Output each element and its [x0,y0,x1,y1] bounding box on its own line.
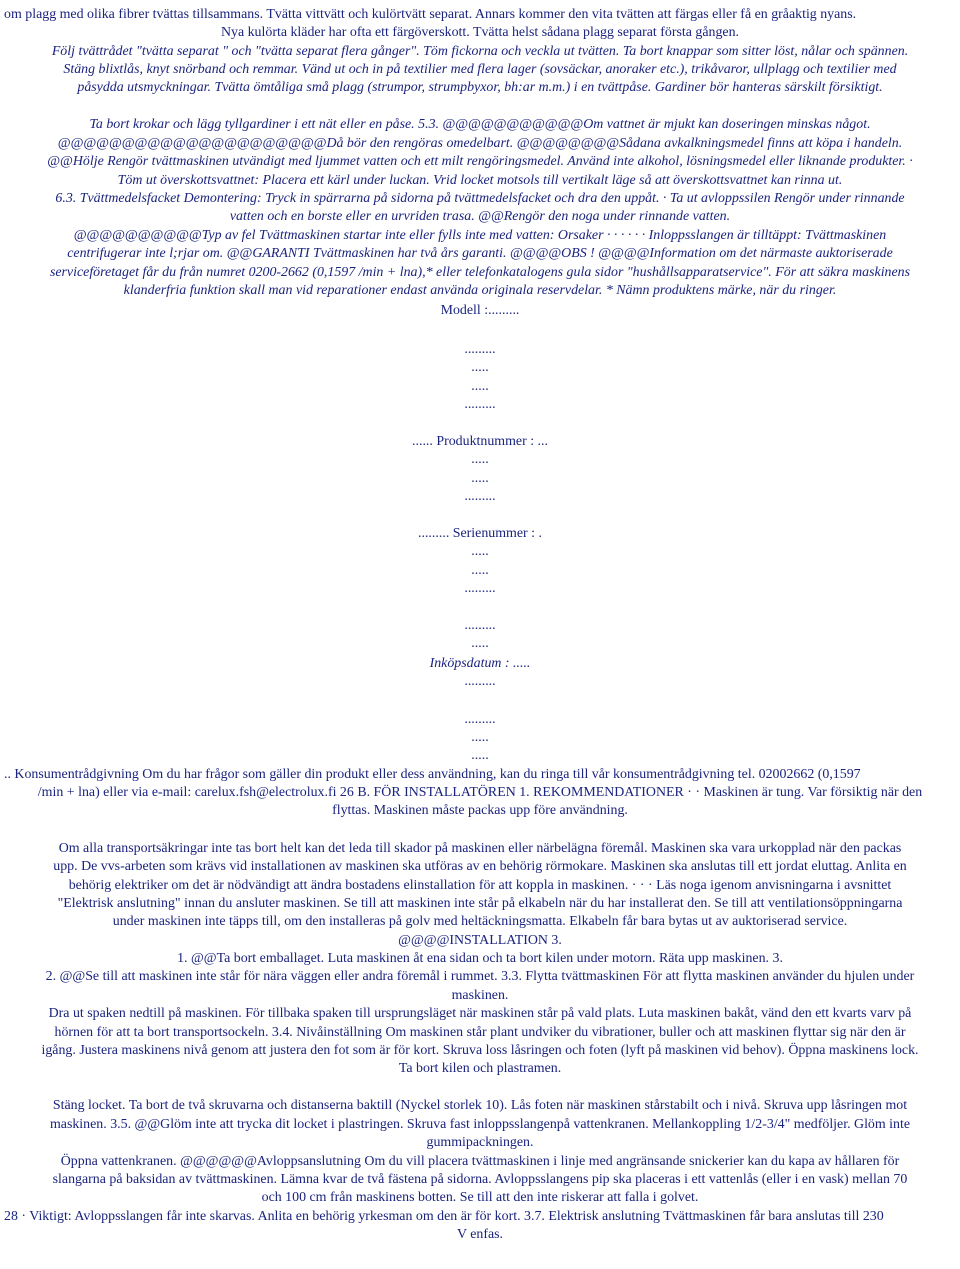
text-line: /min + lna) eller via e-mail: carelux.fsh@electrolux.fi 26 B. FÖR INSTALLATÖREN 1. REKOMMENDATIONER · · Maskinen är tung. Var försiktig när den [37,785,923,800]
text-line: Inköpsdatum : ..... [429,656,531,671]
text-line: Dra ut spaken nedtill på maskinen. För tillbaka spaken till ursprungsläget när maskinen står på vald plats. Luta maskinen bakåt, vänd den ett kvarts varv på [48,1006,912,1021]
text-line: ..... [471,379,489,394]
text-line: gummipackningen. [426,1135,534,1150]
text-line: igång. Justera maskinens nivå genom att justera den fot som är för kort. Skruva loss låsringen och foten (lyft på maskinen vid behov). Öppna maskinens lock. [41,1043,919,1058]
text-line: Följ tvättrådet "tvätta separat " och "tvätta separat flera gånger". Töm fickorna och veckla ut tvätten. Ta bort knappar som sitter löst, nålar och spännen. [51,44,909,59]
text-line: 2. @@Se till att maskinen inte står för nära väggen eller andra föremål i rummet. 3.3. Flytta tvättmaskinen För att flytta maskinen använder du hjulen under [45,969,915,984]
text-line: slangarna på baksidan av tvättmaskinen. Lämna kvar de två fästena på sidorna. Avloppsslangens pip ska placeras i ett vattenlås (eller i en vask) mellan 70 [52,1172,908,1187]
text-line: @@Hölje Rengör tvättmaskinen utvändigt med ljummet vatten och ett milt rengöringsmedel. Använd inte alkohol, lösningsmedel eller liknande produkter. · [47,154,913,169]
text-line: ..... [471,471,489,486]
text-line: ......... [464,581,496,596]
text-line: ..... [471,544,489,559]
text-line: ......... [464,489,496,504]
text-line: ..... [471,748,489,763]
text-line: 1. @@Ta bort emballaget. Luta maskinen åt ena sidan och ta bort kilen under motorn. Räta upp maskinen. 3. [177,951,783,966]
text-line: serviceföretaget får du från numret 0200-2662 (0,1597 /min + lna),* eller telefonkatalogens gula sidor "hushållsapparatservice". För att säkra maskinens [49,265,911,280]
text-line: ......... [464,342,496,357]
text-line: vatten och en borste eller en urvriden trasa. @@Rengör den noga under rinnande vatten. [229,209,731,224]
text-line: ......... [464,674,496,689]
text-line: maskinen. 3.5. @@Glöm inte att trycka dit locket i plastringen. Skruva fast inloppsslangenpå vattenkranen. Mellankoppling 1/2-3/4" medföljer. Glöm inte [49,1117,911,1132]
text-line: Töm ut överskottsvattnet: Placera ett kärl under luckan. Vrid locket motsols till vertikalt läge så att överskottsvattnet kan rinna ut. [117,173,843,188]
text-line: ..... [471,452,489,467]
text-line: ..... [471,636,489,651]
text-line: V enfas. [456,1227,504,1242]
text-line: @@@@@@@@@@@@@@@@@@@@@Då bör den rengöras omedelbart. @@@@@@@@Sådana avkalkningsmedel finns att köpa i handeln. [57,136,903,151]
text-line: ......... [464,618,496,633]
text-line: ...... Produktnummer : ... [412,434,548,449]
text-line: centrifugerar inte l;rjar om. @@GARANTI Tvättmaskinen har två års garanti. @@@@OBS ! @@@@Information om det närmaste auktoriserade [67,246,893,261]
text-line: Stäng locket. Ta bort de två skruvarna och distanserna baktill (Nyckel storlek 10). Lås foten när maskinen stårstabilt och i nivå. Skruva upp låsringen mot [52,1098,908,1113]
text-line: hörnen för att ta bort transportsockeln. 3.4. Nivåinställning Om maskinen står plant undviker du vibrationer, buller och att maskinen flyttar sig när den är [54,1025,906,1040]
text-line: flyttas. Maskinen måste packas upp före användning. [332,803,628,818]
text-line: upp. De vvs-arbeten som krävs vid installationen av maskinen ska utföras av en behörig rörmokare. Maskinen ska anslutas till ett jordat eluttag. Anlita en [53,859,907,874]
text-line: under maskinen inte täpps till, om den installeras på golv med heltäckningsmatta. Elkabeln får bara bytas ut av auktoriserad service. [112,914,848,929]
text-line: om plagg med olika fibrer tvättas tillsammans. Tvätta vittvätt och kulörtvätt separat. Annars kommer den vita tvätten att färgas eller få en gråaktig nyans. [4,7,857,22]
text-line: Nya kulörta kläder har ofta ett färgöverskott. Tvätta helst sådana plagg separat första gången. [220,25,740,40]
text-line: Öppna vattenkranen. @@@@@@Avloppsanslutning Om du vill placera tvättmaskinen i linje med angränsande snickerier kan du kapa av hållaren för [60,1154,900,1169]
text-line: @@@@INSTALLATION 3. [398,933,562,948]
text-line: behörig elektriker om det är nödvändigt att ändra bostadens elinstallation för att koppla in maskinen. · · · Läs noga igenom anvisningarna i avsnittet [68,878,892,893]
text-line: påsydda utsmyckningar. Tvätta ömtåliga små plagg (strumpor, strumpbyxor, bh:ar m.m.) i en tvättpåse. Gardiner bör hanteras särskilt försiktigt. [77,80,883,95]
text-line: Om alla transportsäkringar inte tas bort helt kan det leda till skador på maskinen eller närbelägna föremål. Maskinen ska vara urkopplad när den packas [58,841,902,856]
text-line: 28 · Viktigt: Avloppsslangen får inte skarvas. Anlita en behörig yrkesman om den är för kort. 3.7. Elektrisk anslutning Tvättmaskinen får bara anslutas till 230 [4,1209,884,1224]
text-line: Modell :......... [440,303,520,318]
text-line: ......... [464,397,496,412]
text-line: "Elektrisk anslutning" innan du ansluter maskinen. Se till att maskinen inte står på elkabeln när du har installerat den. Se till att ventilationsöppningarna [57,896,903,911]
text-line: maskinen. [451,988,509,1003]
text-line: ..... [471,360,489,375]
text-line: Ta bort krokar och lägg tyllgardiner i ett nät eller en påse. 5.3. @@@@@@@@@@@Om vattnet är mjukt kan doseringen minskas något. [89,117,871,132]
text-line: klanderfria funktion skall man vid reparationer endast använda originala reservdelar. * Nämn produktens märke, när du ringer. [123,283,837,298]
text-line: 6.3. Tvättmedelsfacket Demontering: Tryck in spärrarna på sidorna på tvättmedelsfacket och dra den uppåt. · Ta ut avloppssilen Rengör under rinnande [55,191,905,206]
text-line: ..... [471,730,489,745]
text-line: ......... [464,712,496,727]
text-line: .. Konsumentrådgivning Om du har frågor som gäller din produkt eller dess användning, kan du ringa till vår konsumentrådgivning tel. 02002662 (0,1597 [4,767,861,782]
text-line: Ta bort kilen och plastramen. [398,1061,562,1076]
text-line: ......... Serienummer : . [418,526,542,541]
text-line: Stäng blixtlås, knyt snörband och remmar. Vänd ut och in på textilier med flera lager (sovsäckar, anoraker etc.), trikåvaror, ullplagg och textilier med [63,62,897,77]
text-line: ..... [471,563,489,578]
text-line: och 100 cm från maskinens botten. Se till att den inte riskerar att falla i golvet. [261,1190,699,1205]
text-line: @@@@@@@@@@Typ av fel Tvättmaskinen startar inte eller fylls inte med vatten: Orsaker · · · · · · Inloppsslangen är tilltäppt: Tvättmaskinen [73,228,887,243]
